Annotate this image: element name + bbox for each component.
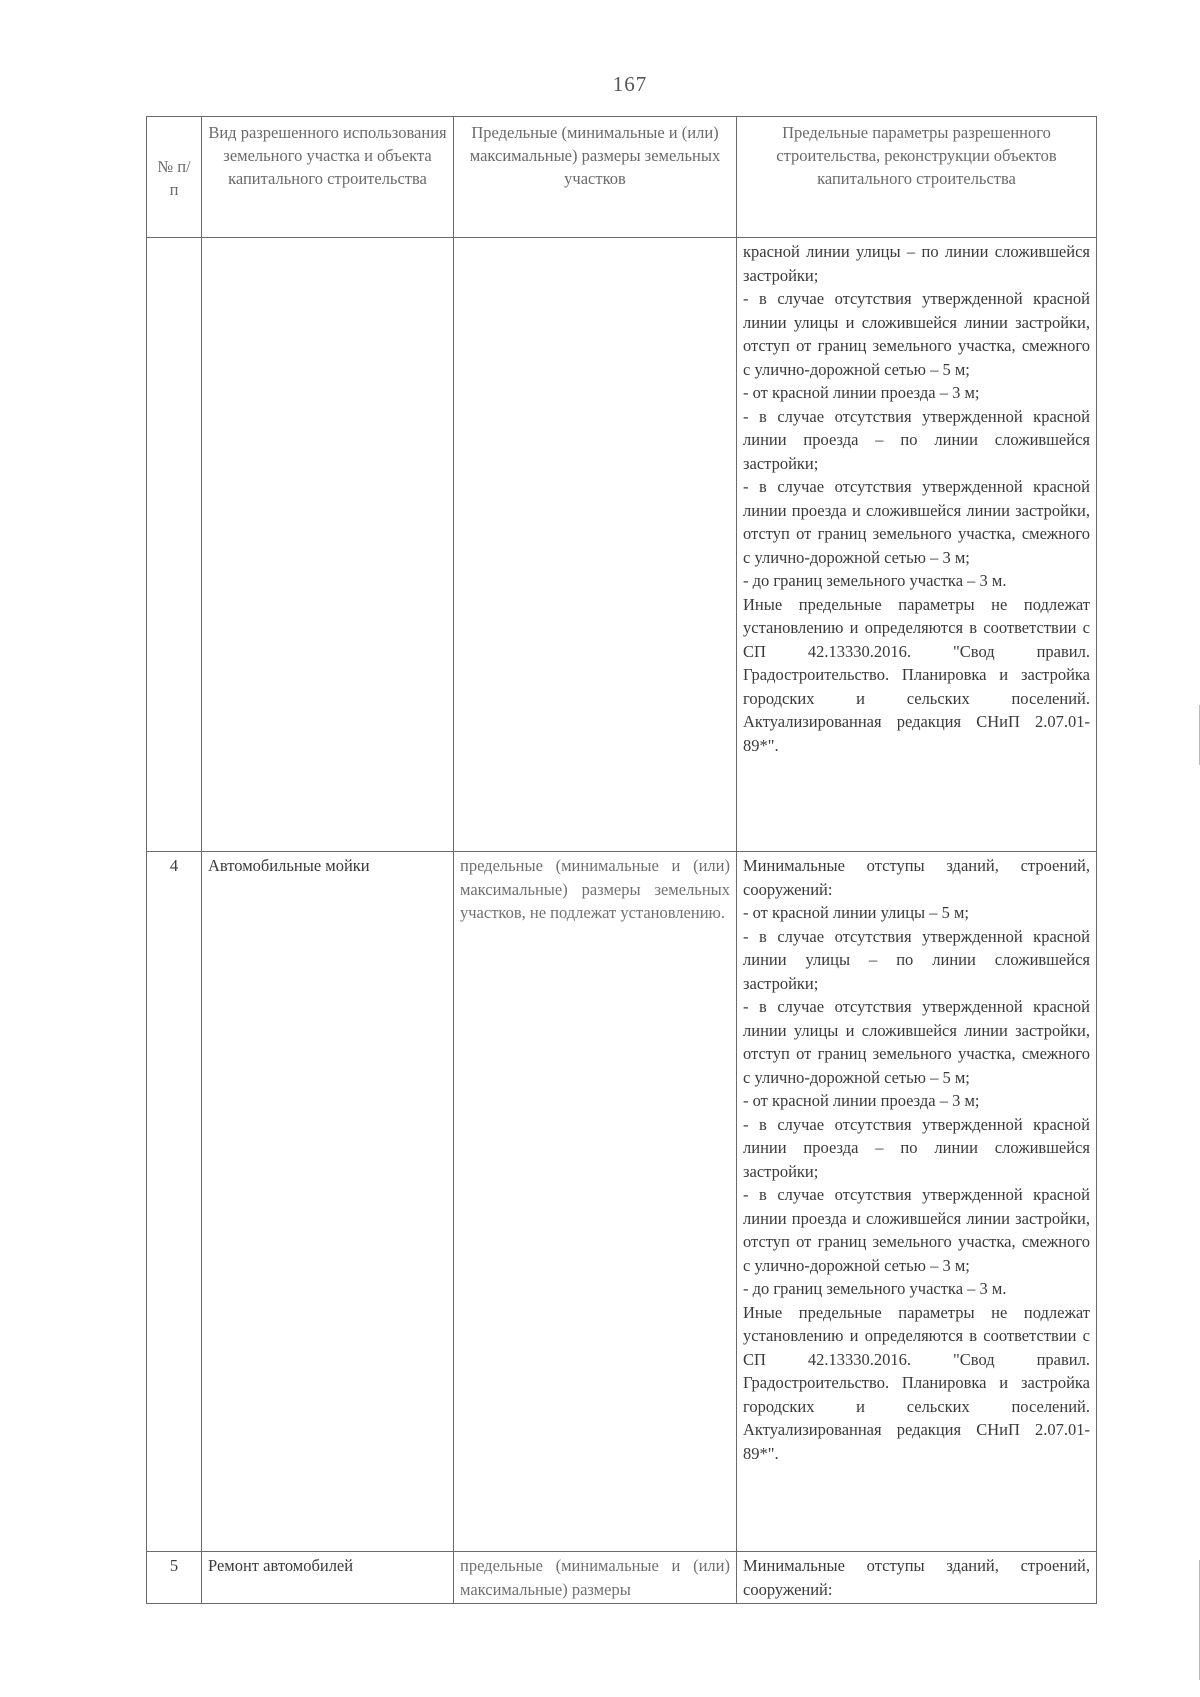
page-number: 167: [612, 72, 648, 96]
header-plot-size: Предельные (минимальные и (или) максимальные) размеры земельных участков: [454, 117, 737, 238]
row-permitted-use: Ремонт автомобилей: [202, 1552, 454, 1604]
zoning-parameters-table: [146, 116, 1097, 1604]
row-number: [147, 238, 202, 852]
row-plot-size: предельные (минимальные и (или) максимальные) размеры земельных участков, не подлежат установлению.: [454, 852, 737, 1552]
row-permitted-use: [202, 238, 454, 852]
row-construction-params: Минимальные отступы зданий, строений, сооружений: - от красной линии улицы – 5 м; - в случае отсутствия утвержденной красной линии улицы – по линии сложившейся застройки; - в случае отсутствия утвержденной красной линии улицы и сложившейся линии застройки, отступ от границ земельного участка, смежного с улично-дорожной сетью – 5 м; - от красной линии проезда – 3 м; - в случае отсутствия утвержденной красной линии проезда – по линии сложившейся застройки; - в случае отсутствия утвержденной красной линии проезда и сложившейся линии застройки, отступ от границ земельного участка, смежного с улично-дорожной сетью – 3 м; - до границ земельного участка – 3 м. Иные предельные параметры не подлежат установлению и определяются в соответствии с СП 42.13330.2016. "Свод правил. Градостроительство. Планировка и застройка городских и сельских поселений. Актуализированная редакция СНиП 2.07.01-89*".: [737, 852, 1097, 1552]
row-plot-size: [454, 238, 737, 852]
row-construction-params: красной линии улицы – по линии сложившейся застройки; - в случае отсутствия утвержденной красной линии улицы и сложившейся линии застройки, отступ от границ земельного участка, смежного с улично-дорожной сетью – 5 м; - от красной линии проезда – 3 м; - в случае отсутствия утвержденной красной линии проезда – по линии сложившейся застройки; - в случае отсутствия утвержденной красной линии проезда и сложившейся линии застройки, отступ от границ земельного участка, смежного с улично-дорожной сетью – 3 м; - до границ земельного участка – 3 м. Иные предельные параметры не подлежат установлению и определяются в соответствии с СП 42.13330.2016. "Свод правил. Градостроительство. Планировка и застройка городских и сельских поселений. Актуализированная редакция СНиП 2.07.01-89*".: [737, 238, 1097, 852]
row-number: 4: [147, 852, 202, 1552]
header-construction-params: Предельные параметры разрешенного строительства, реконструкции объектов капитального строительства: [737, 117, 1097, 238]
table-header-row: [147, 117, 1097, 238]
header-permitted-use: Вид разрешенного использования земельного участка и объекта капитального строительства: [202, 117, 454, 238]
header-number: № п/п: [147, 117, 202, 238]
table-row: [147, 852, 1097, 1552]
table-row: [147, 238, 1097, 852]
row-permitted-use: Автомобильные мойки: [202, 852, 454, 1552]
row-construction-params: Минимальные отступы зданий, строений, сооружений:: [737, 1552, 1097, 1604]
row-number: 5: [147, 1552, 202, 1604]
row-plot-size: предельные (минимальные и (или) максимальные) размеры: [454, 1552, 737, 1604]
table-row: [147, 1552, 1097, 1604]
